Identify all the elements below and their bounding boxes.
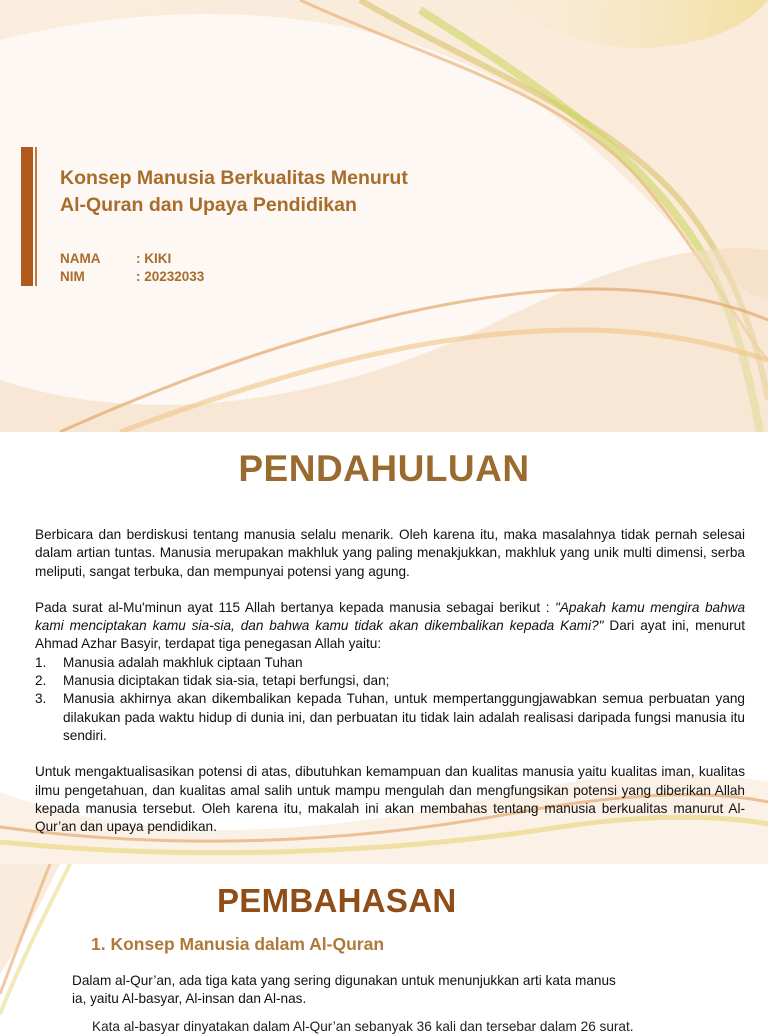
name-row [60, 250, 204, 268]
list-item-text: Manusia diciptakan tidak sia-sia, tetapi berfungsi, dan; [63, 673, 390, 689]
numbered-list [35, 654, 745, 745]
paragraph-2-quote: "Apakah kamu mengira bahwa kami menciptakan kamu sia-sia, dan bahwa kamu tidak akan dikembalikan kepada Kami?" [35, 599, 746, 634]
list-item [35, 654, 745, 672]
list-item-text: Manusia akhirnya akan dikembalikan kepada Tuhan, untuk mempertanggungjawabkan semua perbuatan yang dilakukan pada waktu hidup di dunia ini, dan perbuatan itu tidak lain adalah realisasi daripada fungsi manusia itu sendiri. [63, 691, 745, 743]
list-item [35, 690, 745, 745]
nim-value: : 20232033 [136, 269, 205, 284]
presentation-title [60, 165, 520, 219]
paragraph-2-tail: Dari ayat ini, menurut Ahmad Azhar Basyir, terdapat tiga penegasan Allah yaitu: [35, 618, 745, 652]
truncated-line-text: Kata al-basyar dinyatakan dalam Al-Qur’an sebanyak 36 kali dan tersebar dalam 26 surat. [92, 1019, 634, 1034]
nim-label: NIM [60, 269, 85, 284]
introduction-body [35, 526, 745, 836]
author-info [60, 250, 204, 286]
name-value: : KIKI [136, 251, 172, 266]
section-heading-pembahasan: PEMBAHASAN [217, 882, 457, 919]
list-item-number: 2. [35, 673, 47, 689]
list-item-number: 3. [35, 691, 47, 707]
list-item-number: 1. [35, 654, 47, 670]
body-line-2: ia, yaitu Al-basyar, Al-insan dan Al-nas. [72, 991, 307, 1006]
list-item-text: Manusia adalah makhluk ciptaan Tuhan [63, 654, 303, 670]
title-line-2: Al-Quran dan Upaya Pendidikan [60, 194, 357, 216]
title-line-1: Konsep Manusia Berkualitas Menurut [60, 167, 408, 189]
subsection-heading: 1. Konsep Manusia dalam Al-Quran [91, 934, 385, 954]
paragraph-2-lead: Pada surat al-Mu'minun ayat 115 Allah bertanya kepada manusia sebagai berikut : [35, 599, 556, 615]
accent-bar [21, 147, 33, 286]
paragraph-2 [35, 599, 745, 654]
truncated-line [92, 1016, 722, 1034]
nim-row [60, 268, 204, 286]
introduction-slide [0, 432, 768, 864]
discussion-slide [0, 864, 768, 1034]
section-heading-pendahuluan: PENDAHULUAN [238, 448, 530, 489]
paragraph-3: Untuk mengaktualisasikan potensi di atas, dibutuhkan kemampuan dan kualitas manusia yaitu kualitas iman, kualitas ilmu pengetahuan, dan kualitas amal salih untuk mampu mengulah dan mengfungsikan potensi yang diberikan Allah kepada manusia tersebut. Oleh karena itu, makalah ini akan membahas tentang manusia berkualitas manurut Al-Qur’an dan upaya pendidikan. [35, 764, 745, 835]
paragraph-1: Berbicara dan berdiskusi tentang manusia selalu menarik. Oleh karena itu, maka masalahnya tidak pernah selesai dalam artian tuntas. Manusia merupakan makhluk yang paling menakjukkan, makhluk yang unik multi dimensi, serba meliputi, sangat terbuka, dan mempunyai potensi yang agung. [35, 527, 745, 579]
title-slide [0, 0, 768, 432]
body-line-1: Dalam al-Qur’an, ada tiga kata yang sering digunakan untuk menunjukkan arti kata manus [72, 973, 616, 988]
name-label: NAMA [60, 251, 101, 266]
list-item [35, 672, 745, 690]
discussion-body [72, 972, 682, 1008]
